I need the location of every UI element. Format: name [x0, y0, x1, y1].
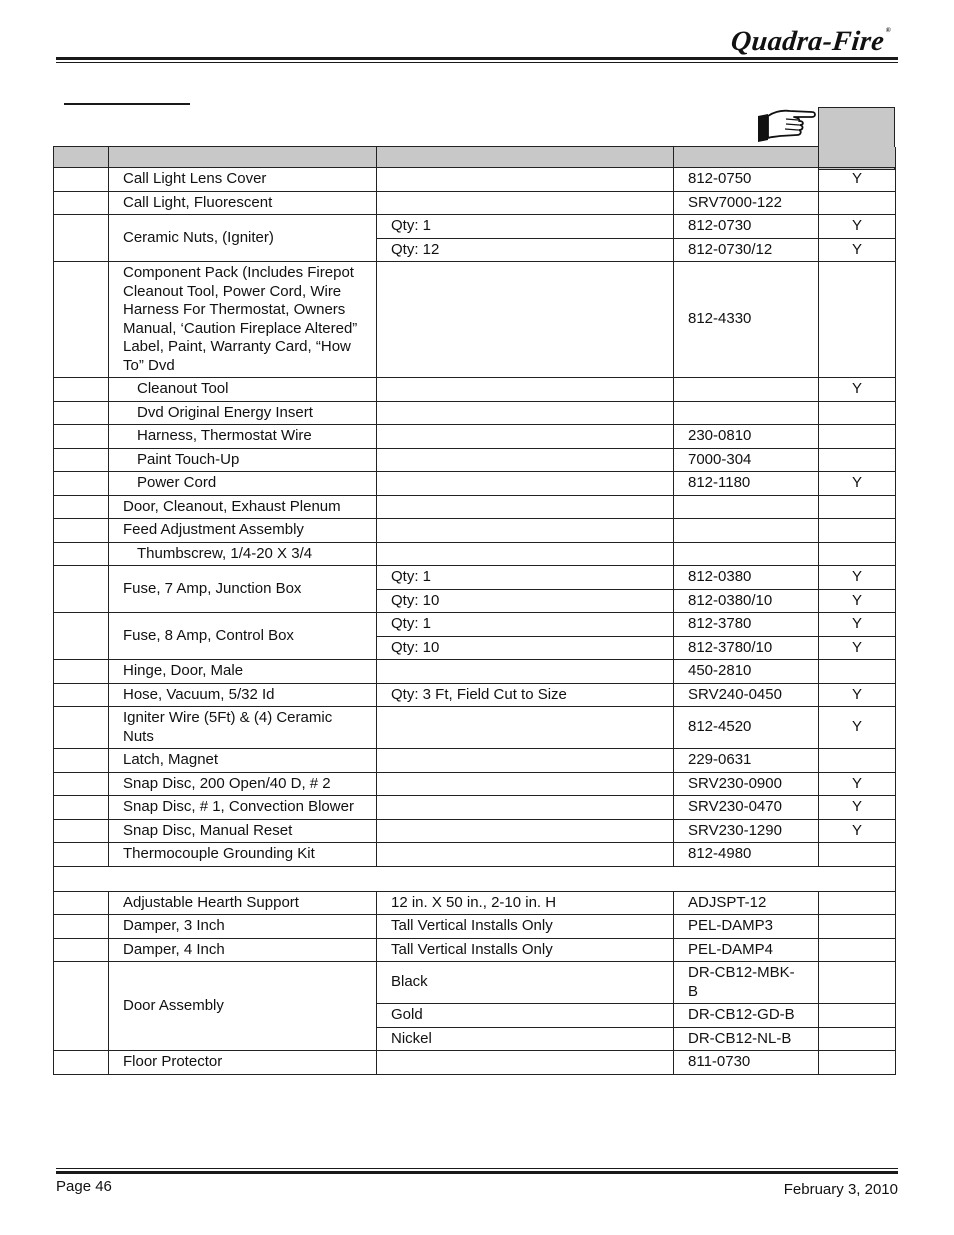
in-stock-cell: Y [819, 796, 896, 820]
in-stock-cell [819, 891, 896, 915]
comments-cell [377, 191, 674, 215]
table-row [54, 472, 896, 496]
part-number-cell: 812-4520 [674, 707, 819, 749]
item-cell [54, 425, 109, 449]
part-number-cell: DR-CB12-MBK-B [674, 962, 819, 1004]
table-row [54, 707, 896, 749]
item-cell [54, 542, 109, 566]
header-cell-part [674, 147, 819, 168]
in-stock-cell [819, 262, 896, 378]
header-cell-description [109, 147, 377, 168]
part-number-cell: 450-2810 [674, 660, 819, 684]
comments-cell [377, 472, 674, 496]
table-row [54, 542, 896, 566]
description-cell: Dvd Original Energy Insert [109, 401, 377, 425]
comments-cell [377, 495, 674, 519]
description-cell: Fuse, 8 Amp, Control Box [109, 613, 377, 660]
table-row [54, 1051, 896, 1075]
table-row [54, 915, 896, 939]
page-number: Page 46 [56, 1178, 112, 1195]
parts-table [53, 146, 896, 1075]
part-number-cell: 229-0631 [674, 749, 819, 773]
part-number-cell: SRV7000-122 [674, 191, 819, 215]
section-title-underline [64, 103, 190, 105]
in-stock-cell: Y [819, 613, 896, 637]
part-number-cell: 812-4330 [674, 262, 819, 378]
table-header-row [54, 147, 896, 168]
in-stock-cell [819, 843, 896, 867]
in-stock-cell [819, 915, 896, 939]
item-cell [54, 613, 109, 660]
item-cell [54, 215, 109, 262]
comments-cell: Nickel [377, 1027, 674, 1051]
table-row [54, 891, 896, 915]
item-cell [54, 472, 109, 496]
comments-cell: Qty: 10 [377, 636, 674, 660]
page-date: February 3, 2010 [783, 1181, 898, 1198]
in-stock-cell: Y [819, 168, 896, 192]
comments-cell [377, 168, 674, 192]
part-number-cell: 812-0730/12 [674, 238, 819, 262]
comments-cell [377, 796, 674, 820]
description-cell: Call Light Lens Cover [109, 168, 377, 192]
part-number-cell [674, 542, 819, 566]
description-cell: Floor Protector [109, 1051, 377, 1075]
table-row [54, 378, 896, 402]
comments-cell [377, 519, 674, 543]
item-cell [54, 683, 109, 707]
table-row [54, 749, 896, 773]
comments-cell [377, 378, 674, 402]
description-cell: Snap Disc, 200 Open/40 D, # 2 [109, 772, 377, 796]
comments-cell: Tall Vertical Installs Only [377, 938, 674, 962]
description-cell: Call Light, Fluorescent [109, 191, 377, 215]
description-cell: Damper, 4 Inch [109, 938, 377, 962]
part-number-cell: PEL-DAMP4 [674, 938, 819, 962]
item-cell [54, 749, 109, 773]
description-cell: Hinge, Door, Male [109, 660, 377, 684]
in-stock-cell [819, 1051, 896, 1075]
in-stock-cell [819, 495, 896, 519]
part-number-cell: DR-CB12-NL-B [674, 1027, 819, 1051]
comments-cell [377, 542, 674, 566]
header-cell-stock [819, 147, 896, 168]
in-stock-cell: Y [819, 472, 896, 496]
item-cell [54, 660, 109, 684]
part-number-cell: 812-0730 [674, 215, 819, 239]
in-stock-cell [819, 1004, 896, 1028]
part-number-cell: SRV240-0450 [674, 683, 819, 707]
item-cell [54, 819, 109, 843]
item-cell [54, 796, 109, 820]
table-row [54, 962, 896, 1004]
description-cell: Power Cord [109, 472, 377, 496]
comments-cell [377, 660, 674, 684]
item-cell [54, 191, 109, 215]
item-cell [54, 891, 109, 915]
section-row [54, 866, 896, 891]
in-stock-cell [819, 519, 896, 543]
part-number-cell: DR-CB12-GD-B [674, 1004, 819, 1028]
item-cell [54, 495, 109, 519]
description-cell: Igniter Wire (5Ft) & (4) Ceramic Nuts [109, 707, 377, 749]
part-number-cell: 812-0750 [674, 168, 819, 192]
part-number-cell: SRV230-0470 [674, 796, 819, 820]
part-number-cell: 230-0810 [674, 425, 819, 449]
in-stock-cell: Y [819, 215, 896, 239]
in-stock-cell [819, 542, 896, 566]
header-rule-thin [56, 62, 898, 63]
footer-rule-thin [56, 1168, 898, 1169]
in-stock-cell: Y [819, 589, 896, 613]
item-cell [54, 262, 109, 378]
table-row [54, 495, 896, 519]
part-number-cell [674, 378, 819, 402]
in-stock-cell: Y [819, 238, 896, 262]
comments-cell: Qty: 1 [377, 215, 674, 239]
comments-cell [377, 262, 674, 378]
in-stock-cell: Y [819, 378, 896, 402]
comments-cell: Qty: 3 Ft, Field Cut to Size [377, 683, 674, 707]
part-number-cell: 812-0380 [674, 566, 819, 590]
comments-cell: Tall Vertical Installs Only [377, 915, 674, 939]
comments-cell [377, 772, 674, 796]
item-cell [54, 168, 109, 192]
table-row [54, 566, 896, 590]
item-cell [54, 1051, 109, 1075]
table-row [54, 425, 896, 449]
table-row [54, 168, 896, 192]
part-number-cell: 811-0730 [674, 1051, 819, 1075]
part-number-cell: ADJSPT-12 [674, 891, 819, 915]
in-stock-cell [819, 749, 896, 773]
comments-cell [377, 843, 674, 867]
in-stock-cell [819, 1027, 896, 1051]
description-cell: Feed Adjustment Assembly [109, 519, 377, 543]
part-number-cell: 812-3780/10 [674, 636, 819, 660]
part-number-cell: 812-1180 [674, 472, 819, 496]
description-cell: Damper, 3 Inch [109, 915, 377, 939]
description-cell: Door, Cleanout, Exhaust Plenum [109, 495, 377, 519]
comments-cell: Qty: 12 [377, 238, 674, 262]
in-stock-cell [819, 191, 896, 215]
comments-cell [377, 401, 674, 425]
description-cell: Hose, Vacuum, 5/32 Id [109, 683, 377, 707]
item-cell [54, 519, 109, 543]
header-cell-item [54, 147, 109, 168]
item-cell [54, 448, 109, 472]
item-cell [54, 566, 109, 613]
item-cell [54, 915, 109, 939]
description-cell: Thermocouple Grounding Kit [109, 843, 377, 867]
in-stock-cell: Y [819, 707, 896, 749]
in-stock-cell [819, 660, 896, 684]
table-row [54, 448, 896, 472]
item-cell [54, 378, 109, 402]
comments-cell: 12 in. X 50 in., 2-10 in. H [377, 891, 674, 915]
in-stock-cell: Y [819, 636, 896, 660]
table-row [54, 660, 896, 684]
footer-rule [56, 1171, 898, 1174]
in-stock-cell [819, 448, 896, 472]
comments-cell [377, 1051, 674, 1075]
description-cell: Snap Disc, # 1, Convection Blower [109, 796, 377, 820]
in-stock-cell: Y [819, 566, 896, 590]
comments-cell [377, 749, 674, 773]
description-cell: Harness, Thermostat Wire [109, 425, 377, 449]
description-cell: Thumbscrew, 1/4-20 X 3/4 [109, 542, 377, 566]
description-cell: Snap Disc, Manual Reset [109, 819, 377, 843]
in-stock-cell [819, 425, 896, 449]
part-number-cell: 7000-304 [674, 448, 819, 472]
item-cell [54, 707, 109, 749]
table-row [54, 613, 896, 637]
table-row [54, 938, 896, 962]
item-cell [54, 401, 109, 425]
comments-cell [377, 819, 674, 843]
comments-cell: Qty: 1 [377, 613, 674, 637]
table-row [54, 796, 896, 820]
comments-cell: Gold [377, 1004, 674, 1028]
comments-cell: Qty: 1 [377, 566, 674, 590]
in-stock-cell: Y [819, 772, 896, 796]
item-cell [54, 772, 109, 796]
item-cell [54, 843, 109, 867]
part-number-cell [674, 495, 819, 519]
comments-cell [377, 707, 674, 749]
table-row [54, 262, 896, 378]
part-number-cell [674, 401, 819, 425]
description-cell: Latch, Magnet [109, 749, 377, 773]
table-row [54, 843, 896, 867]
pointing-hand-icon [756, 106, 818, 146]
table-row [54, 191, 896, 215]
table-row [54, 772, 896, 796]
comments-cell [377, 448, 674, 472]
description-cell: Fuse, 7 Amp, Junction Box [109, 566, 377, 613]
part-number-cell: 812-4980 [674, 843, 819, 867]
item-cell [54, 962, 109, 1051]
table-row [54, 401, 896, 425]
comments-cell: Black [377, 962, 674, 1004]
section-label [54, 866, 896, 891]
part-number-cell [674, 519, 819, 543]
table-row [54, 519, 896, 543]
in-stock-cell: Y [819, 819, 896, 843]
description-cell: Cleanout Tool [109, 378, 377, 402]
part-number-cell: PEL-DAMP3 [674, 915, 819, 939]
description-cell: Paint Touch-Up [109, 448, 377, 472]
part-number-cell: 812-3780 [674, 613, 819, 637]
description-cell: Component Pack (Includes Firepot Cleanout Tool, Power Cord, Wire Harness For Thermostat, Owners Manual, ‘Caution Fireplace Altered” Label, Paint, Warranty Card, “How To” Dvd [109, 262, 377, 378]
header-cell-comments [377, 147, 674, 168]
part-number-cell: 812-0380/10 [674, 589, 819, 613]
description-cell: Door Assembly [109, 962, 377, 1051]
in-stock-cell [819, 938, 896, 962]
table-row [54, 683, 896, 707]
in-stock-cell [819, 401, 896, 425]
comments-cell [377, 425, 674, 449]
part-number-cell: SRV230-0900 [674, 772, 819, 796]
description-cell: Ceramic Nuts, (Igniter) [109, 215, 377, 262]
comments-cell: Qty: 10 [377, 589, 674, 613]
in-stock-cell [819, 962, 896, 1004]
item-cell [54, 938, 109, 962]
part-number-cell: SRV230-1290 [674, 819, 819, 843]
table-row [54, 215, 896, 239]
in-stock-cell: Y [819, 683, 896, 707]
parts-table-body [54, 168, 896, 1075]
table-row [54, 819, 896, 843]
brand-logo: Quadra-Fire® [729, 26, 892, 57]
description-cell: Adjustable Hearth Support [109, 891, 377, 915]
